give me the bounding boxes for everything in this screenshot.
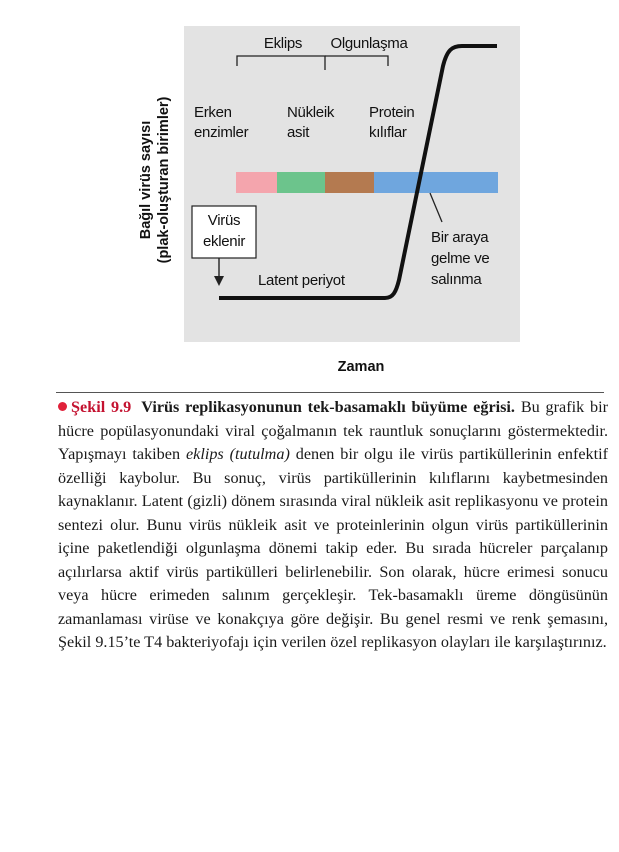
caption-italic-term: eklips (tutulma) <box>185 445 290 463</box>
phase-olgunlasma-label: Olgunlaşma <box>330 35 408 52</box>
assembly-label-line3: salınma <box>431 271 482 288</box>
latent-period-label: Latent periyot <box>258 272 345 289</box>
stage-bar-erken <box>236 172 277 193</box>
virus-added-label-line1: Virüs <box>207 212 241 229</box>
stage-protein-label-line1: Protein <box>369 104 415 121</box>
stage-nukleik-label-line1: Nükleik <box>287 104 335 121</box>
growth-curve-diagram <box>0 0 619 385</box>
y-axis-label-line1: Bağıl virüs sayısı <box>138 120 154 240</box>
x-axis-label: Zaman <box>337 359 385 375</box>
stage-color-bar <box>236 172 498 193</box>
stage-protein-label-line2: kılıflar <box>369 124 407 141</box>
y-axis-label-line2: (plak-oluşturan birimler) <box>156 96 172 264</box>
figure-title: Virüs replikasyonunun tek-basamaklı büyüme eğrisi. <box>141 398 515 416</box>
virus-added-label-line2: eklenir <box>202 233 246 250</box>
stage-erken-label-line2: enzimler <box>194 124 249 141</box>
assembly-label-line1: Bir araya <box>431 229 489 246</box>
stage-bar-assembly <box>374 172 498 193</box>
figure-number: Şekil 9.9 <box>71 398 132 416</box>
phase-eklips-label: Eklips <box>263 35 303 52</box>
assembly-label-line2: gelme ve <box>431 250 490 267</box>
stage-erken-label-line1: Erken <box>194 104 232 121</box>
caption-text-part2: denen bir olgu ile virüs partiküllerinin enfektif özelliği kaybolur. Bu sonuç, virüs partiküllerinin kılıflarını kaybetmesinden kaynaklanır. Latent (gizli) dönem sırasında viral nükleik asit replikasyonu ve protein sentezi olur. Bunu virüs nükleik asit ve proteinlerinin olgun virüs partiküllerinin içine paketlendiği olgunlaşma dönemi takip eder. Bu sırada hücreler parçalanıp açılırlarsa aktif virüs partikülleri belirlenebilir. Son olarak, hücre erimesi sonucu veya hücre erimeden salınım gerçekleşir. Tek-basamaklı üreme döngüsünün zamanlaması virüse ve konakçıya göre değişir. Bu genel resmi ve renk şemasını, Şekil 9.15’te T4 bakteriyofajı için verilen özel replikasyon olayları ile karşılaştırınız. <box>58 445 608 651</box>
caption-divider <box>56 392 604 393</box>
caption-text-part1: Bu grafik bir hücre popülasyonundaki viral çoğalmanın tek rauntluk sonuçlarını göstermektedir. Yapışmayı takiben <box>58 398 609 463</box>
stage-bar-protein <box>325 172 374 193</box>
figure-caption <box>58 396 608 655</box>
stage-nukleik-label-line2: asit <box>287 124 310 141</box>
caption-bullet-icon <box>58 402 67 411</box>
stage-bar-nukleik <box>277 172 325 193</box>
